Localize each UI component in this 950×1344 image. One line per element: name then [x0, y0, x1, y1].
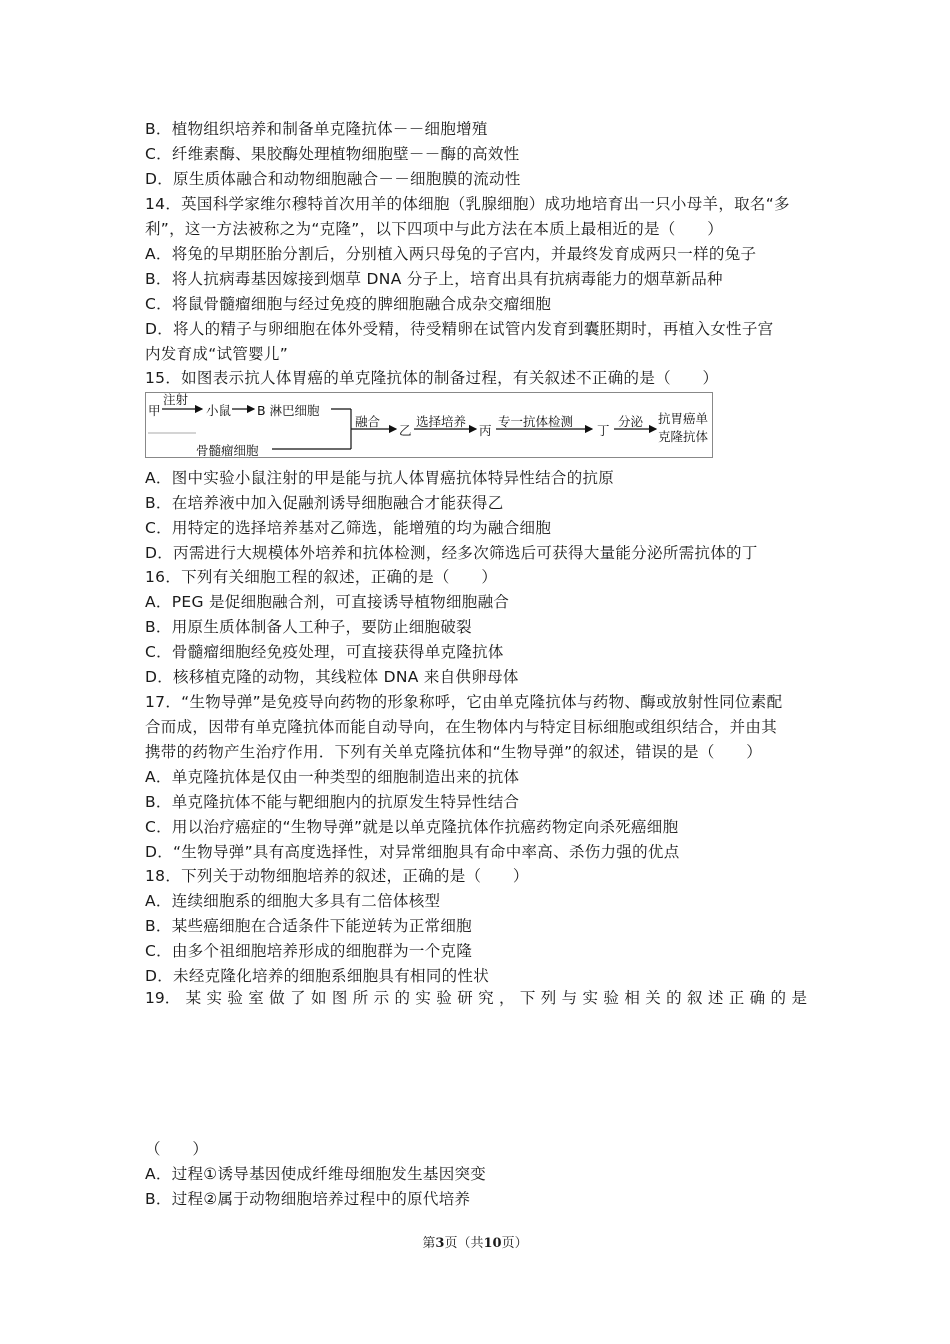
text-line: A．连续细胞系的细胞大多具有二倍体核型 [145, 892, 441, 910]
diagram-inject-label: 注射 [163, 393, 189, 407]
q19-char: 的 [666, 989, 682, 1007]
question-19-paren: （ ） [145, 1140, 209, 1158]
text-line: C．将鼠骨髓瘤细胞与经过免疫的脾细胞融合成杂交瘤细胞 [145, 295, 552, 313]
q19-char: 某 [185, 989, 202, 1007]
text-line: C．用以治疗癌症的“生物导弹”就是以单克隆抗体作抗癌药物定向杀死癌细胞 [145, 818, 679, 836]
q19-char: 的 [770, 989, 787, 1007]
question-19-option-b: B．过程②属于动物细胞培养过程中的原代培养 [145, 1190, 471, 1208]
q19-char: 是 [791, 989, 807, 1007]
text-line: D．“生物导弹”具有高度选择性，对异常细胞具有命中率高、杀伤力强的优点 [145, 843, 680, 861]
diagram-detect-label: 专一抗体检测 [498, 414, 574, 429]
text-line: 14．英国科学家维尔穆特首次用羊的体细胞（乳腺细胞）成功地培育出一只小母羊，取名“多 [145, 195, 790, 213]
text-line: 17．“生物导弹”是免疫导向药物的形象称呼，它由单克隆抗体与药物、酶或放射性同位素配 [145, 693, 783, 711]
text-line: B．在培养液中加入促融剂诱导细胞融合才能获得乙 [145, 494, 504, 512]
diagram-yi: 乙 [399, 423, 412, 438]
diagram-jia: 甲 [148, 403, 161, 418]
q19-char: ， [498, 989, 515, 1007]
q19-char: 实 [582, 989, 599, 1007]
q19-char: 验 [436, 989, 452, 1007]
text-line: 合而成，因带有单克隆抗体而能自动导向，在生物体内与特定目标细胞或组织结合，并由其 [145, 718, 778, 736]
q19-char: 究 [478, 989, 494, 1007]
page-footer [0, 1232, 950, 1251]
q19-char: 的 [394, 989, 411, 1007]
question-19-option-a: A．过程①诱导基因使成纤维母细胞发生基因突变 [145, 1165, 487, 1183]
q19-char: 了 [290, 989, 306, 1007]
q19-char: 列 [540, 989, 557, 1007]
text-line: D．核移植克隆的动物，其线粒体 DNA 来自供卵母体 [145, 668, 519, 686]
text-line: 利”，这一方法被称之为“克隆”，以下四项中与此方法在本质上最相近的是（ ） [145, 220, 723, 238]
text-line: D．将人的精子与卵细胞在体外受精，待受精卵在试管内发育到囊胚期时，再植入女性子宫 [145, 320, 774, 338]
text-line: A．PEG 是促细胞融合剂，可直接诱导植物细胞融合 [145, 593, 510, 611]
diagram-bing: 丙 [479, 423, 492, 438]
flow-diagram-svg [146, 393, 714, 459]
footer-suffix: 页） [501, 1236, 528, 1251]
q19-char: 关 [645, 989, 661, 1007]
q19-char: 下 [519, 989, 536, 1007]
text-line: C．用特定的选择培养基对乙筛选，能增殖的均为融合细胞 [145, 519, 552, 537]
antibody-preparation-diagram [145, 392, 713, 458]
q19-char: 验 [603, 989, 619, 1007]
diagram-product-line1: 抗胃癌单 [658, 411, 709, 426]
text-line: D．丙需进行大规模体外培养和抗体检测，经多次筛选后可获得大量能分泌所需抗体的丁 [145, 544, 758, 562]
q19-char: 实 [415, 989, 431, 1007]
q19-char: 示 [373, 989, 390, 1007]
q19-char: 与 [561, 989, 578, 1007]
diagram-b-cell: B 淋巴细胞 [257, 403, 320, 418]
q19-char: 正 [728, 989, 745, 1007]
footer-prefix: 第 [422, 1236, 436, 1251]
text-line: D．原生质体融合和动物细胞融合－－细胞膜的流动性 [145, 170, 521, 188]
text-line: 16．下列有关细胞工程的叙述，正确的是（ ） [145, 568, 498, 586]
q19-char: 确 [749, 989, 766, 1007]
text-line: D．未经克隆化培养的细胞系细胞具有相同的性状 [145, 967, 490, 985]
q19-char: 验 [227, 989, 243, 1007]
text-line: A．图中实验小鼠注射的甲是能与抗人体胃癌抗体特异性结合的抗原 [145, 469, 615, 487]
text-line: A．单克隆抗体是仅由一种类型的细胞制造出来的抗体 [145, 768, 520, 786]
question-19-stem [145, 988, 807, 1008]
text-line: B．将人抗病毒基因嫁接到烟草 DNA 分子上，培育出具有抗病毒能力的烟草新品种 [145, 270, 723, 288]
q19-char: 图 [331, 989, 348, 1007]
footer-mid: 页（共 [444, 1236, 484, 1251]
q19-char: 相 [624, 989, 640, 1007]
text-line: 内发育成“试管婴儿” [145, 345, 289, 363]
text-line: B．用原生质体制备人工种子，要防止细胞破裂 [145, 618, 472, 636]
diagram-mouse: 小鼠 [206, 403, 232, 418]
q19-char: 室 [248, 989, 264, 1007]
q19-char: 实 [206, 989, 223, 1007]
text-line: 携带的药物产生治疗作用．下列有关单克隆抗体和“生物导弹”的叙述，错误的是（ ） [145, 743, 763, 761]
text-line: A．将兔的早期胚胎分割后，分别植入两只母兔的子宫内，并最终发育成两只一样的兔子 [145, 245, 757, 263]
text-line: 18．下列关于动物细胞培养的叙述，正确的是（ ） [145, 867, 529, 885]
text-line: C．骨髓瘤细胞经免疫处理，可直接获得单克隆抗体 [145, 643, 504, 661]
q19-char: 研 [457, 989, 473, 1007]
text-line: B．植物组织培养和制备单克隆抗体－－细胞增殖 [145, 120, 488, 138]
text-line: C．由多个祖细胞培养形成的细胞群为一个克隆 [145, 942, 473, 960]
diagram-myeloma: 骨髓瘤细胞 [196, 443, 259, 458]
text-line: B．某些癌细胞在合适条件下能逆转为正常细胞 [145, 917, 472, 935]
q19-char: 19． [145, 989, 181, 1007]
text-line: B．单克隆抗体不能与靶细胞内的抗原发生特异性结合 [145, 793, 520, 811]
footer-total-pages: 10 [483, 1236, 502, 1251]
q19-char: 所 [352, 989, 369, 1007]
diagram-fuse-label: 融合 [355, 414, 381, 429]
text-line: 15．如图表示抗人体胃癌的单克隆抗体的制备过程，有关叙述不正确的是（ ） [145, 369, 719, 387]
footer-page-number: 3 [435, 1236, 445, 1251]
text-line: C．纤维素酶、果胶酶处理植物细胞壁－－酶的高效性 [145, 145, 520, 163]
q19-char: 如 [310, 989, 327, 1007]
q19-char: 叙 [686, 989, 703, 1007]
diagram-ding: 丁 [597, 423, 610, 438]
diagram-product-line2: 克隆抗体 [658, 429, 709, 444]
diagram-secrete-label: 分泌 [618, 414, 644, 429]
q19-char: 做 [269, 989, 285, 1007]
diagram-select-label: 选择培养 [416, 414, 467, 429]
q19-char: 述 [707, 989, 724, 1007]
